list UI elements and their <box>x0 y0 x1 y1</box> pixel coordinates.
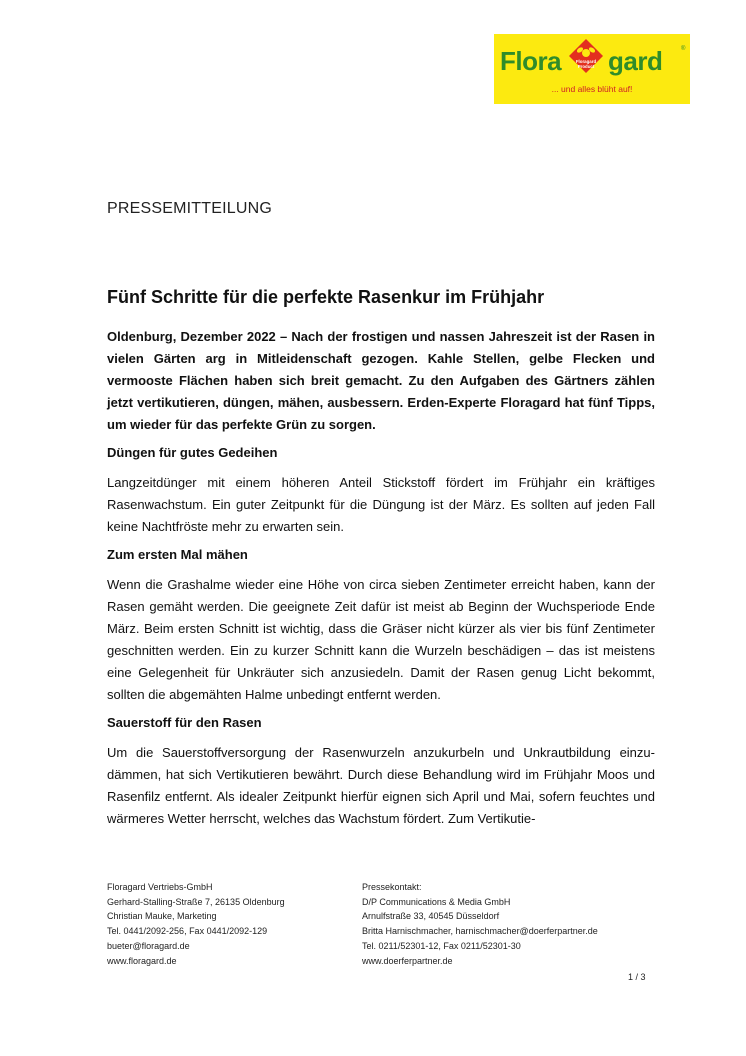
footer-line: Arnulfstraße 33, 40545 Düsseldorf <box>362 911 500 922</box>
footer-line: Pressekontakt: <box>362 882 422 892</box>
section-paragraph: Wenn die Grashalme wieder eine Höhe von circa sieben Zentimeter erreicht haben, kann der Rasen gemäht werden. Die geeignete Zeit dafür ist meist ab Beginn der Wuchsperiode Ende März. Beim ersten Schnitt ist wichtig, dass die Gräser nicht kürzer als vier bis fünf Zentimeter geschnitten werden. Ein zu kurzer Schnitt kann die Wurzeln beschädigen – das ist meistens eine Gelegenheit für Unkräuter sich anzusiedeln. Damit der Rasen genug Licht bekommt, sollten die abgemähten Halme unbedingt entfernt werden. <box>107 577 655 702</box>
section-heading: Sauerstoff für den Rasen <box>107 715 262 730</box>
footer-company-contact <box>107 880 347 968</box>
section-paragraph: Langzeitdünger mit einem höheren Anteil Stickstoff fördert im Frühjahr ein kräftiges Rasenwachstum. Ein guter Zeitpunkt für die Düngung ist der März. Es sollten auf jeden Fall keine Nachtfröste mehr zu erwarten sein. <box>107 475 655 534</box>
badge-line1: Floragard <box>575 59 597 64</box>
section-heading: Düngen für gutes Gedeihen <box>107 445 278 460</box>
footer-email: bueter@floragard.de <box>107 940 190 951</box>
footer-line: Britta Harnischmacher, harnischmacher@doerferpartner.de <box>362 926 598 937</box>
lead-paragraph: Oldenburg, Dezember 2022 – Nach der frostigen und nassen Jahreszeit ist der Rasen in vielen Gärten arg in Mitleidenschaft gezogen. Kahle Stellen, gelbe Flecken und vermooste Flächen haben sich breit gemacht. Zu den Aufgaben des Gärtners zählen jetzt vertikutieren, düngen, mähen, ausbessern. Erden-Experte Floragard hat fünf Tipps, um wieder für das perfekte Grün zu sorgen. <box>107 329 655 432</box>
footer-press-contact <box>362 880 662 968</box>
footer-line: Floragard Vertriebs-GmbH <box>107 882 213 892</box>
press-release-headline: Fünf Schritte für die perfekte Rasenkur im Frühjahr <box>107 287 545 307</box>
footer-line: Tel. 0211/52301-12, Fax 0211/52301-30 <box>362 940 521 951</box>
logo-tagline: ... und alles blüht auf! <box>551 84 633 94</box>
footer-website: www.floragard.de <box>107 955 177 966</box>
floragard-logo <box>494 34 690 104</box>
footer-line: D/P Communications & Media GmbH <box>362 896 511 907</box>
article-body <box>107 326 655 836</box>
page-number: 1 / 3 <box>628 972 646 982</box>
footer-line: Christian Mauke, Marketing <box>107 911 217 922</box>
logo-wordmark-part2: gard <box>608 46 663 76</box>
logo-wordmark-part1: Flora <box>500 46 562 76</box>
section-heading: Zum ersten Mal mähen <box>107 547 248 562</box>
badge-line2: Product <box>577 64 595 69</box>
footer-website: www.doerferpartner.de <box>362 955 453 966</box>
footer-line: Gerhard-Stalling-Straße 7, 26135 Oldenburg <box>107 896 285 907</box>
flower-badge-icon <box>567 37 605 75</box>
footer-line: Tel. 0441/2092-256, Fax 0441/2092-129 <box>107 926 268 937</box>
registered-mark: ® <box>681 46 686 52</box>
section-paragraph: Um die Sauerstoffversorgung der Rasenwurzeln anzukurbeln und Unkrautbildung einzudämmen, hat sich Vertikutieren bewährt. Durch diese Behandlung wird im Frühjahr Moos und Rasenfilz entfernt. Als idealer Zeitpunkt hierfür eignen sich April und Mai, sofern feuchtes und wärmeres Wetter herrscht, welches das Wachstum fördert. Zum Vertikutie- <box>107 745 655 826</box>
document-kicker: PRESSEMITTEILUNG <box>107 200 273 217</box>
